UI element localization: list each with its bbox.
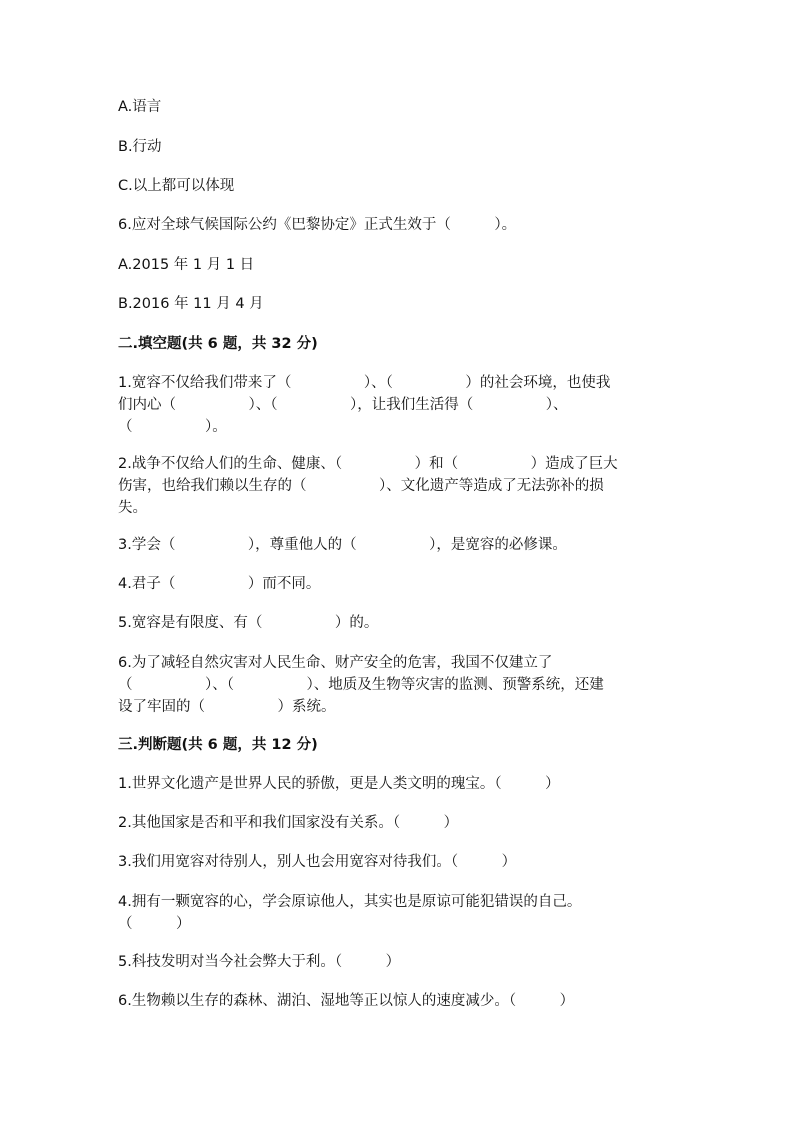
section-2-heading: 二.填空题(共 6 题，共 32 分) [118,336,318,352]
judge-q2: 2.其他国家是否和平和我们国家没有关系。（ ） [118,815,459,831]
question-6-paris-agreement: 6.应对全球气候国际公约《巴黎协定》正式生效于（ ）。 [118,217,517,233]
fill-q4: 4.君子（ ）而不同。 [118,576,321,592]
judge-q4-line1: 4.拥有一颗宽容的心，学会原谅他人，其实也是原谅可能犯错误的自己。 [118,894,582,910]
fill-q6-line2: （ ）、（ ）、地质及生物等灾害的监测、预警系统，还建 [118,677,604,693]
judge-q5: 5.科技发明对当今社会弊大于利。（ ） [118,954,401,970]
fill-q2-line2: 伤害，也给我们赖以生存的（ ）、文化遗产等造成了无法弥补的损 [118,478,604,494]
fill-q1-line3: （ ）。 [118,419,227,435]
judge-q1: 1.世界文化遗产是世界人民的骄傲，更是人类文明的瑰宝。（ ） [118,776,560,792]
option-b-2016: B.2016 年 11 月 4 月 [118,296,264,312]
option-b-action: B.行动 [118,139,162,155]
option-a-language: A.语言 [118,99,162,115]
fill-q6-line3: 设了牢固的（ ）系统。 [118,699,336,715]
fill-q5: 5.宽容是有限度、有（ ）的。 [118,615,379,631]
judge-q6: 6.生物赖以生存的森林、湖泊、湿地等正以惊人的速度减少。（ ） [118,993,575,1009]
judge-q3: 3.我们用宽容对待别人，别人也会用宽容对待我们。（ ） [118,854,517,870]
section-3-heading: 三.判断题(共 6 题，共 12 分) [118,737,318,753]
option-c-all: C.以上都可以体现 [118,178,235,194]
fill-q1-line2: 们内心（ ）、（ ），让我们生活得（ ）、 [118,397,568,413]
judge-q4-line2: （ ） [118,916,191,932]
fill-q2-line3: 失。 [118,500,147,516]
fill-q2-line1: 2.战争不仅给人们的生命、健康、（ ）和（ ）造成了巨大 [118,456,618,472]
fill-q6-line1: 6.为了减轻自然灾害对人民生命、财产安全的危害，我国不仅建立了 [118,655,553,671]
option-a-2015: A.2015 年 1 月 1 日 [118,257,255,273]
fill-q3: 3.学会（ ），尊重他人的（ ），是宽容的必修课。 [118,537,567,553]
fill-q1-line1: 1.宽容不仅给我们带来了（ ）、（ ）的社会环境，也使我 [118,375,611,391]
